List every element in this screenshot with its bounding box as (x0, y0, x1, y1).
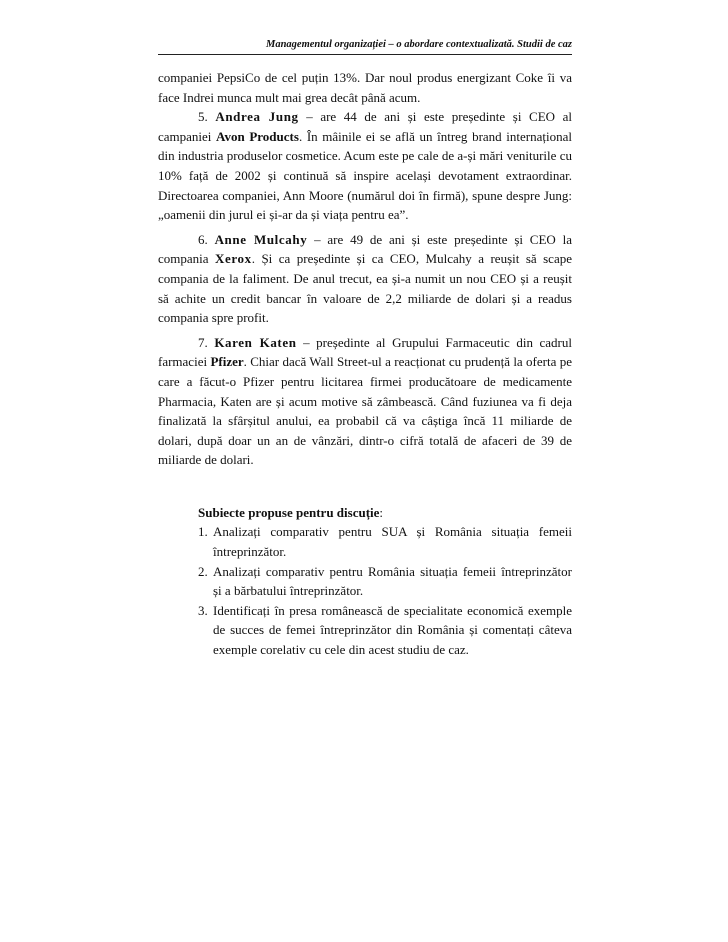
list-text: Identificați în presa românească de specialitate economică exemple de succes de femei întreprinzător din România și comentați câteva exemple corelativ cu cele din acest studiu de caz. (213, 602, 572, 658)
paragraph-text: . În mâinile ei se află un întreg brand internațional din industria produselor cosmetice. Acum este pe cale de a-și mări veniturile cu 10% față de 2002 și continuă să inspire același devotament extraordinar. Directoarea companiei, Ann Moore (numărul doi în firmă), spune despre Jung: „oamenii din jurul ei și-ar da și viața pentru ea”. (158, 128, 572, 223)
company-name: Avon Products (216, 128, 299, 144)
item-number: 6. (198, 231, 208, 247)
list-text: Analizați comparativ pentru România situația femeii întreprinzător și a bărbatului întreprinzător. (213, 563, 572, 599)
paragraph-continuation: companiei PepsiCo de cel puțin 13%. Dar noul produs energizant Coke îi va face Indrei munca mult mai grea decât până acum. (158, 70, 572, 105)
person-name: Anne Mulcahy (214, 231, 308, 247)
company-name: Xerox (215, 251, 252, 267)
list-item (198, 522, 572, 561)
discussion-heading (198, 503, 572, 523)
list-text: Analizați comparativ pentru SUA și România situația femeii întreprinzător. (213, 524, 572, 560)
list-item (198, 601, 572, 660)
person-name: Andrea Jung (215, 109, 299, 125)
paragraph-karen-katen (158, 333, 572, 470)
discussion-colon: : (379, 504, 384, 520)
list-number: 3. (198, 602, 208, 618)
page-body (158, 68, 572, 660)
list-item (198, 562, 572, 601)
person-name: Karen Katen (214, 334, 297, 350)
paragraph-text: – are 44 de ani și este președinte și CEO al campaniei (158, 109, 572, 144)
item-number: 7. (198, 334, 208, 350)
list-number: 1. (198, 524, 208, 540)
paragraph-text: – președinte al Grupului Farmaceutic din cadrul farmaciei (158, 334, 572, 370)
discussion-title: Subiecte propuse pentru discuție (198, 504, 380, 520)
paragraph-andrea-jung (158, 107, 572, 225)
list-number: 2. (198, 563, 208, 579)
paragraph-anne-mulcahy (158, 230, 572, 328)
paragraph-text: . Și ca președinte și ca CEO, Mulcahy a reușit să scape compania de la faliment. De anul trecut, ea și-a numit un nou CEO și a reușit să achite un credit bancar în valoare de 2,2 miliarde de dolari și a readus compania spre profit. (158, 251, 572, 326)
paragraph-text: . Chiar dacă Wall Street-ul a reacționat cu prudență la oferta pe care a făcut-o Pfizer pentru licitarea firmei producătoare de medicamente Pharmacia, Katen are și acum motive să zâmbească. Când fuziunea va fi deja finalizată la sfârșitul anului, ea probabil că va câștiga încă 11 miliarde de dolari, după doar un an de vânzări, dintr-o cifră totală de afaceri de 39 de miliarde de dolari. (158, 354, 573, 468)
header-rule (158, 54, 572, 55)
company-name: Pfizer (210, 354, 244, 370)
paragraph-text: – are 49 de ani și este președinte și CEO la compania (158, 231, 572, 267)
item-number: 5. (198, 109, 208, 125)
discussion-list (198, 522, 572, 659)
running-header: Managementul organizației – o abordare contextualizată. Studii de caz (266, 39, 572, 50)
